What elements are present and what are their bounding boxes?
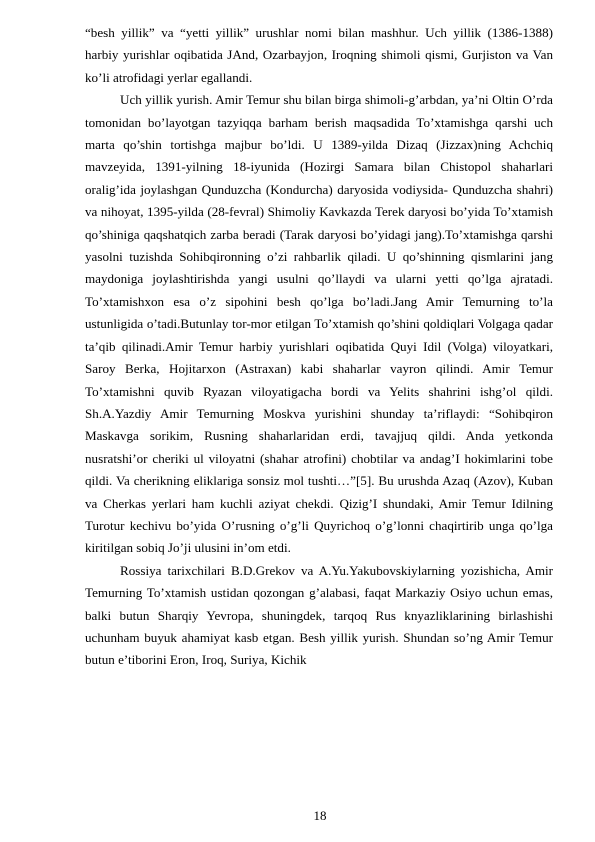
paragraph-continuation: “besh yillik” va “yetti yillik” urushlar nomi bilan mashhur. Uch yillik (1386-1388) harbiy yurishlar oqibatida JAnd, Ozarbayjon, Iroqning shimoli qismi, Gurjiston va Van ko’li atrofidagi yerlar egallandi. <box>85 25 553 85</box>
paragraph-three-year-campaign: Uch yillik yurish. Amir Temur shu bilan birga shimoli-g’arbdan, ya’ni Oltin O’rda tomonidan bo’layotgan tazyiqqa barham berish maqsadida To’xtamishga qarshi uch marta qo’shin tortishga majbur bo’ldi. U 1389-yilda Dizaq (Jizzax)ning Achchiq mavzeyida, 1391-yilning 18-iyunida (Hozirgi Samara bilan Chistopol shaharlari oralig’ida joylashgan Qunduzcha (Kondurcha) daryosida vodiysida- Qunduzcha shahri) va nihoyat, 1395-yilda (28-fevral) Shimoliy Kavkazda Terek daryosi bo’yida To’xtamish qo’shiniga qaqshatqich zarba beradi (Tarak daryosi bo’yidagi jang).To’xtamishga qarshi yasolni tuzishda Sohibqironning o’zi rahbarlik qiladi. U qo’shinning qismlarini jang maydoniga joylashtirishda yangi usulni qo’llaydi va ularni yetti qo’lga ajratadi. To’xtamishxon esa o’z sipohini besh qo’lga bo’ladi.Jang Amir Temurning to’la ustunligida o’tadi.Butunlay tor-mor etilgan To’xtamish qo’shini qoldiqlari Volgaga qadar ta’qib qilinadi.Amir Temur harbiy yurishlari oqibatida Quyi Idil (Volga) viloyatkari, Saroy Berka, Hojitarxon (Astraxan) kabi shaharlar vayron qilindi. Amir Temur To’xtamishni quvib Ryazan viloyatigacha bordi va Yelits shahrini ishg’ol qildi. Sh.A.Yazdiy Amir Temurning Moskva yurishini shunday ta’riflaydi: “Sohibqiron Maskavga sorikim, Rusning shaharlaridan erdi, tavajjuq qildi. Anda yetkonda nusratshi’or cheriki ul viloyatni (shahar atrofini) chobtilar va andag’I hokimlarini tobe qildi. Va cherikning eliklariga sonsiz mol tushti…”[5]. Bu urushda Azaq (Azov), Kuban va Cherkas yerlari ham kuchli aziyat chekdi. Qizig’I shundaki, Amir Temur Idilning Turotur kechivu bo’yida O’rusning o’g’li Quyrichoq o’g’lonni chaqirtirib unga qo’lga kiritilgan sobiq Jo’ji ulusini in’om etdi. <box>85 92 553 556</box>
page-number: 18 <box>313 808 327 823</box>
body-text <box>85 22 553 672</box>
paragraph-russian-historians: Rossiya tarixchilari B.D.Grekov va A.Yu.Yakubovskiylarning yozishicha, Amir Temurning To’xtamish ustidan qozongan g’alabasi, faqat Markaziy Osiyo uchun emas, balki butun Sharqiy Yevropa, shuningdek, tarqoq Rus knyazliklarining birlashishi uchunham buyuk ahamiyat kasb etgan. Besh yillik yurish. Shundan so’ng Amir Temur butun e’tiborini Eron, Iroq, Suriya, Kichik <box>85 562 553 668</box>
